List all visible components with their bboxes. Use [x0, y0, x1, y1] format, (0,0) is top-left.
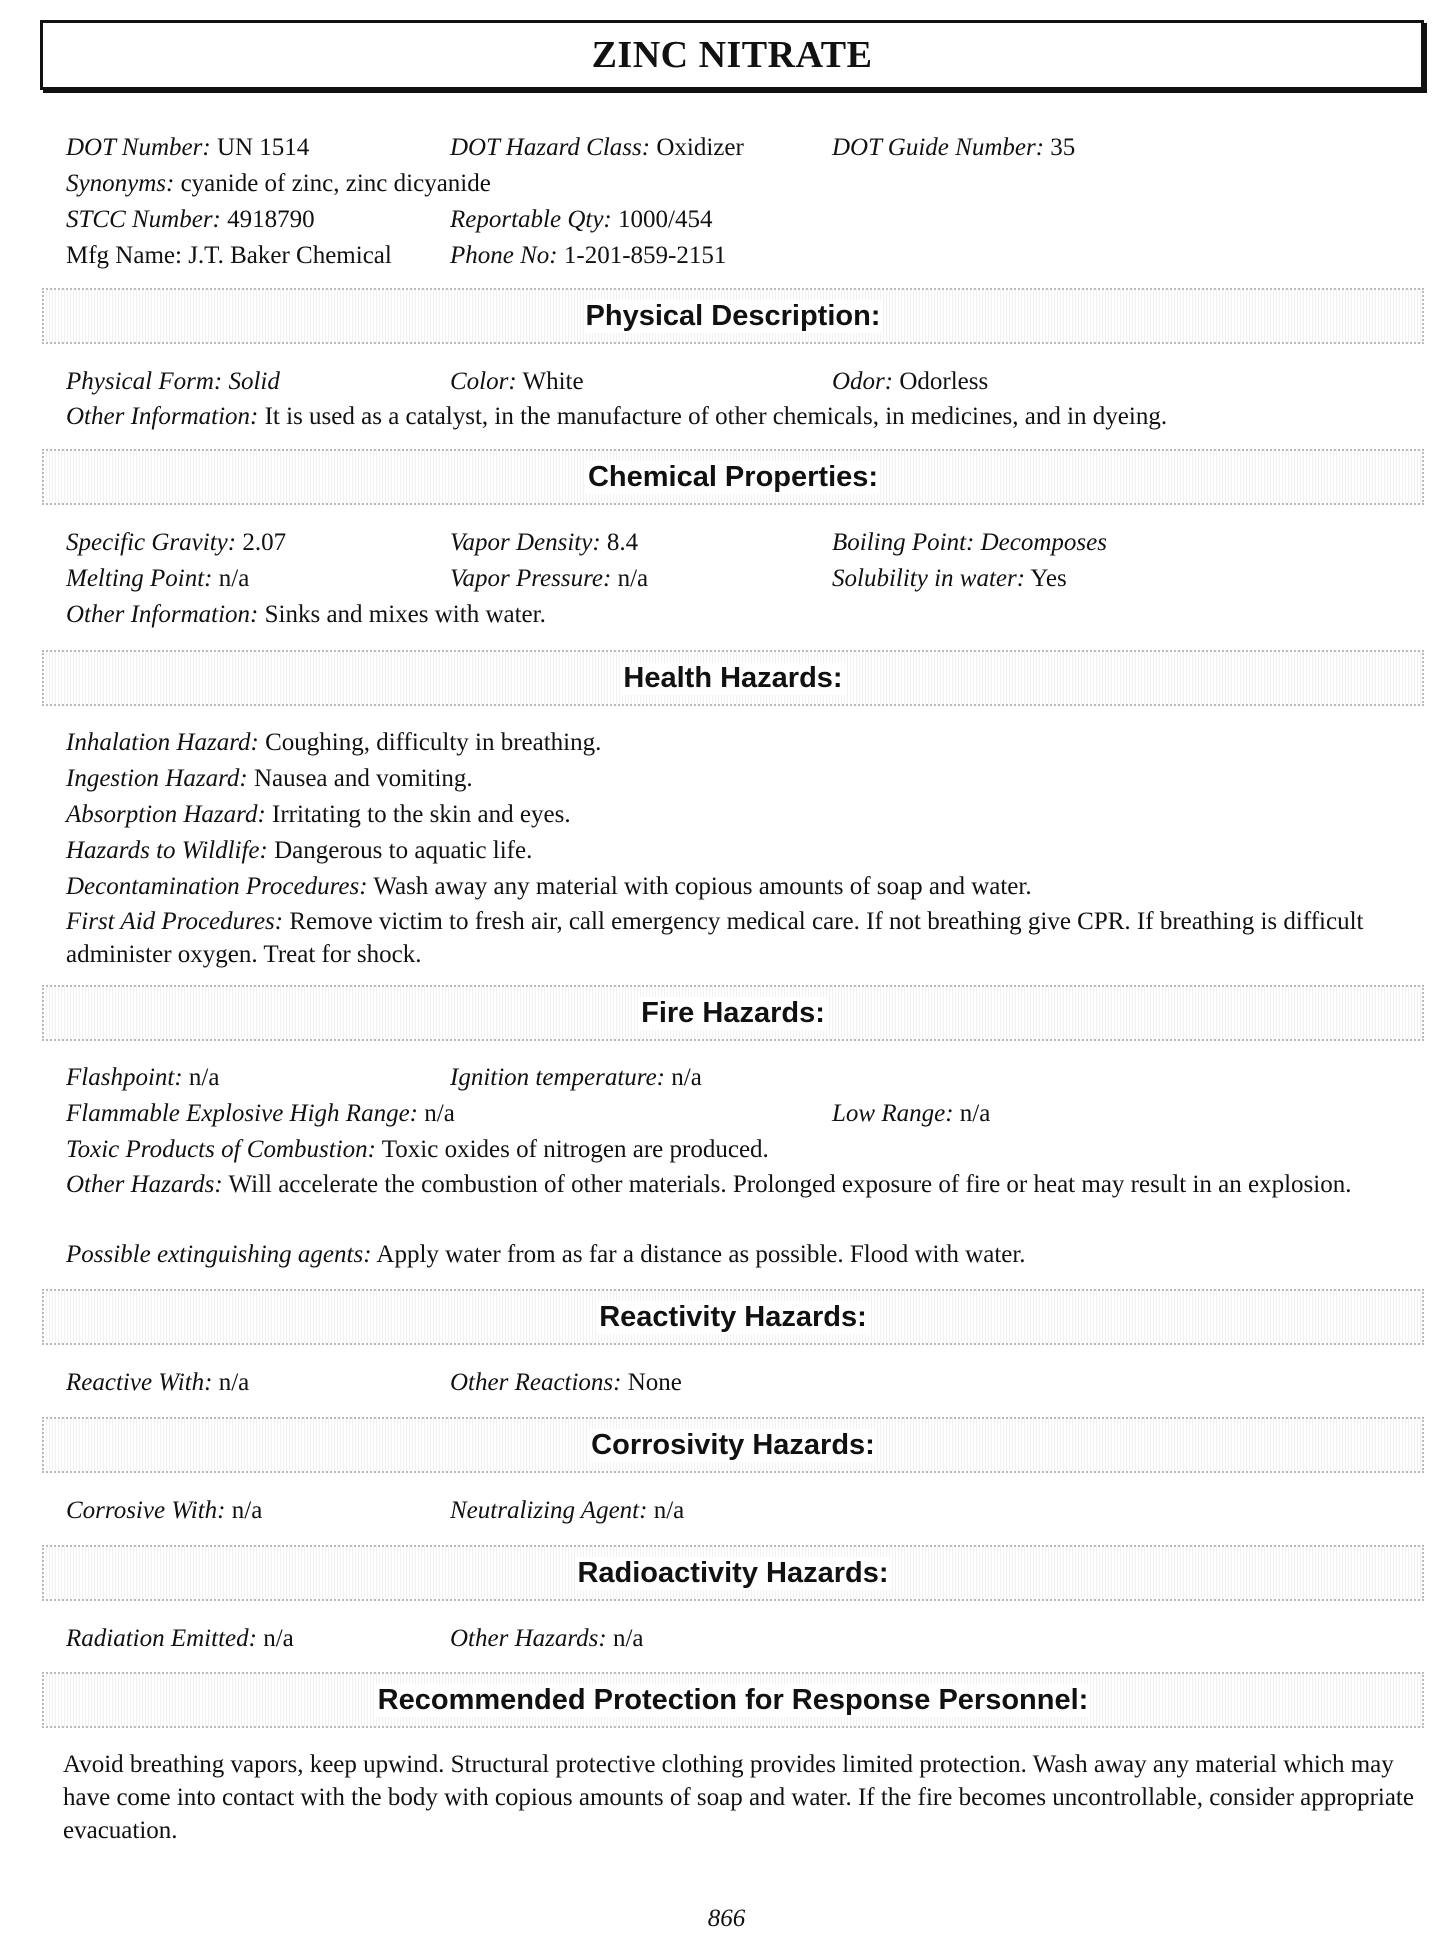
toxic-products: Toxic Products of Combustion: Toxic oxides of nitrogen are produced. — [66, 1136, 769, 1163]
dot-guide-number: DOT Guide Number: 35 — [832, 134, 1076, 161]
protection-text: Avoid breathing vapors, keep upwind. Structural protective clothing provides limited protection. Wash away any material which may have come into contact with the body with copious amounts of soap and water. If the fire becomes uncontrollable, consider appropriate evacuation. — [63, 1751, 1414, 1844]
corrosive-with: Corrosive With: n/a — [66, 1497, 263, 1524]
dot-number: DOT Number: UN 1514 — [66, 134, 310, 161]
neutralizing-agent: Neutralizing Agent: n/a — [450, 1497, 685, 1524]
section-heading: Radioactivity Hazards: — [577, 1556, 889, 1589]
flashpoint: Flashpoint: n/a — [66, 1064, 220, 1091]
inhalation-hazard: Inhalation Hazard: Coughing, difficulty in breathing. — [66, 729, 602, 756]
wildlife-hazard: Hazards to Wildlife: Dangerous to aquatic life. — [66, 837, 533, 864]
section-heading: Health Hazards: — [623, 661, 843, 694]
section-heading: Recommended Protection for Response Personnel: — [377, 1683, 1089, 1716]
low-range: Low Range: n/a — [832, 1100, 991, 1127]
vapor-pressure: Vapor Pressure: n/a — [450, 565, 649, 592]
title-box — [40, 20, 1424, 90]
section-fire-hazards — [42, 985, 1424, 1041]
section-corrosivity-hazards — [42, 1417, 1424, 1473]
specific-gravity: Specific Gravity: 2.07 — [66, 529, 287, 556]
reactive-with: Reactive With: n/a — [66, 1369, 250, 1396]
other-fire-hazards: Other Hazards: Will accelerate the combustion of other materials. Prolonged exposure of fire or heat may result in an explosion. — [66, 1171, 1352, 1198]
section-reactivity-hazards — [42, 1289, 1424, 1345]
vapor-density: Vapor Density: 8.4 — [450, 529, 639, 556]
section-physical-description — [42, 288, 1424, 344]
mfg-name: Mfg Name: J.T. Baker Chemical — [66, 242, 392, 269]
color: Color: White — [450, 368, 584, 395]
physical-form: Physical Form: Solid — [66, 368, 280, 395]
other-radiation-hazards: Other Hazards: n/a — [450, 1625, 644, 1652]
reportable-qty: Reportable Qty: 1000/454 — [450, 206, 713, 233]
section-recommended-protection — [42, 1672, 1424, 1728]
extinguishing-agents: Possible extinguishing agents: Apply water from as far a distance as possible. Flood with water. — [66, 1241, 1026, 1268]
odor: Odor: Odorless — [832, 368, 989, 395]
section-heading: Reactivity Hazards: — [599, 1300, 867, 1333]
phone-no: Phone No: 1-201-859-2151 — [450, 242, 727, 269]
section-heading: Fire Hazards: — [641, 996, 825, 1029]
dot-hazard-class: DOT Hazard Class: Oxidizer — [450, 134, 744, 161]
chemical-other: Other Information: Sinks and mixes with water. — [66, 601, 546, 628]
section-heading: Chemical Properties: — [587, 460, 879, 493]
absorption-hazard: Absorption Hazard: Irritating to the skin and eyes. — [66, 801, 571, 828]
page-number: 866 — [707, 1905, 746, 1932]
radiation-emitted: Radiation Emitted: n/a — [66, 1625, 294, 1652]
physical-other: Other Information: It is used as a catalyst, in the manufacture of other chemicals, in medicines, and in dyeing. — [66, 403, 1168, 430]
synonyms: Synonyms: cyanide of zinc, zinc dicyanide — [66, 170, 491, 197]
high-range: Flammable Explosive High Range: n/a — [66, 1100, 455, 1127]
section-health-hazards — [42, 650, 1424, 706]
section-radioactivity-hazards — [42, 1545, 1424, 1601]
section-chemical-properties — [42, 449, 1424, 505]
decontamination-procedures: Decontamination Procedures: Wash away any material with copious amounts of soap and water. — [66, 873, 1032, 900]
section-heading: Corrosivity Hazards: — [591, 1428, 875, 1461]
ignition-temperature: Ignition temperature: n/a — [450, 1064, 702, 1091]
first-aid-procedures: First Aid Procedures: Remove victim to fresh air, call emergency medical care. If not breathing give CPR. If breathing is difficult administer oxygen. Treat for shock. — [66, 908, 1364, 968]
page-title: ZINC NITRATE — [591, 34, 873, 76]
other-reactions: Other Reactions: None — [450, 1369, 682, 1396]
ingestion-hazard: Ingestion Hazard: Nausea and vomiting. — [66, 765, 473, 792]
stcc-number: STCC Number: 4918790 — [66, 206, 315, 233]
melting-point: Melting Point: n/a — [66, 565, 250, 592]
boiling-point: Boiling Point: Decomposes — [832, 529, 1107, 556]
section-heading: Physical Description: — [585, 299, 881, 332]
solubility: Solubility in water: Yes — [832, 565, 1067, 592]
